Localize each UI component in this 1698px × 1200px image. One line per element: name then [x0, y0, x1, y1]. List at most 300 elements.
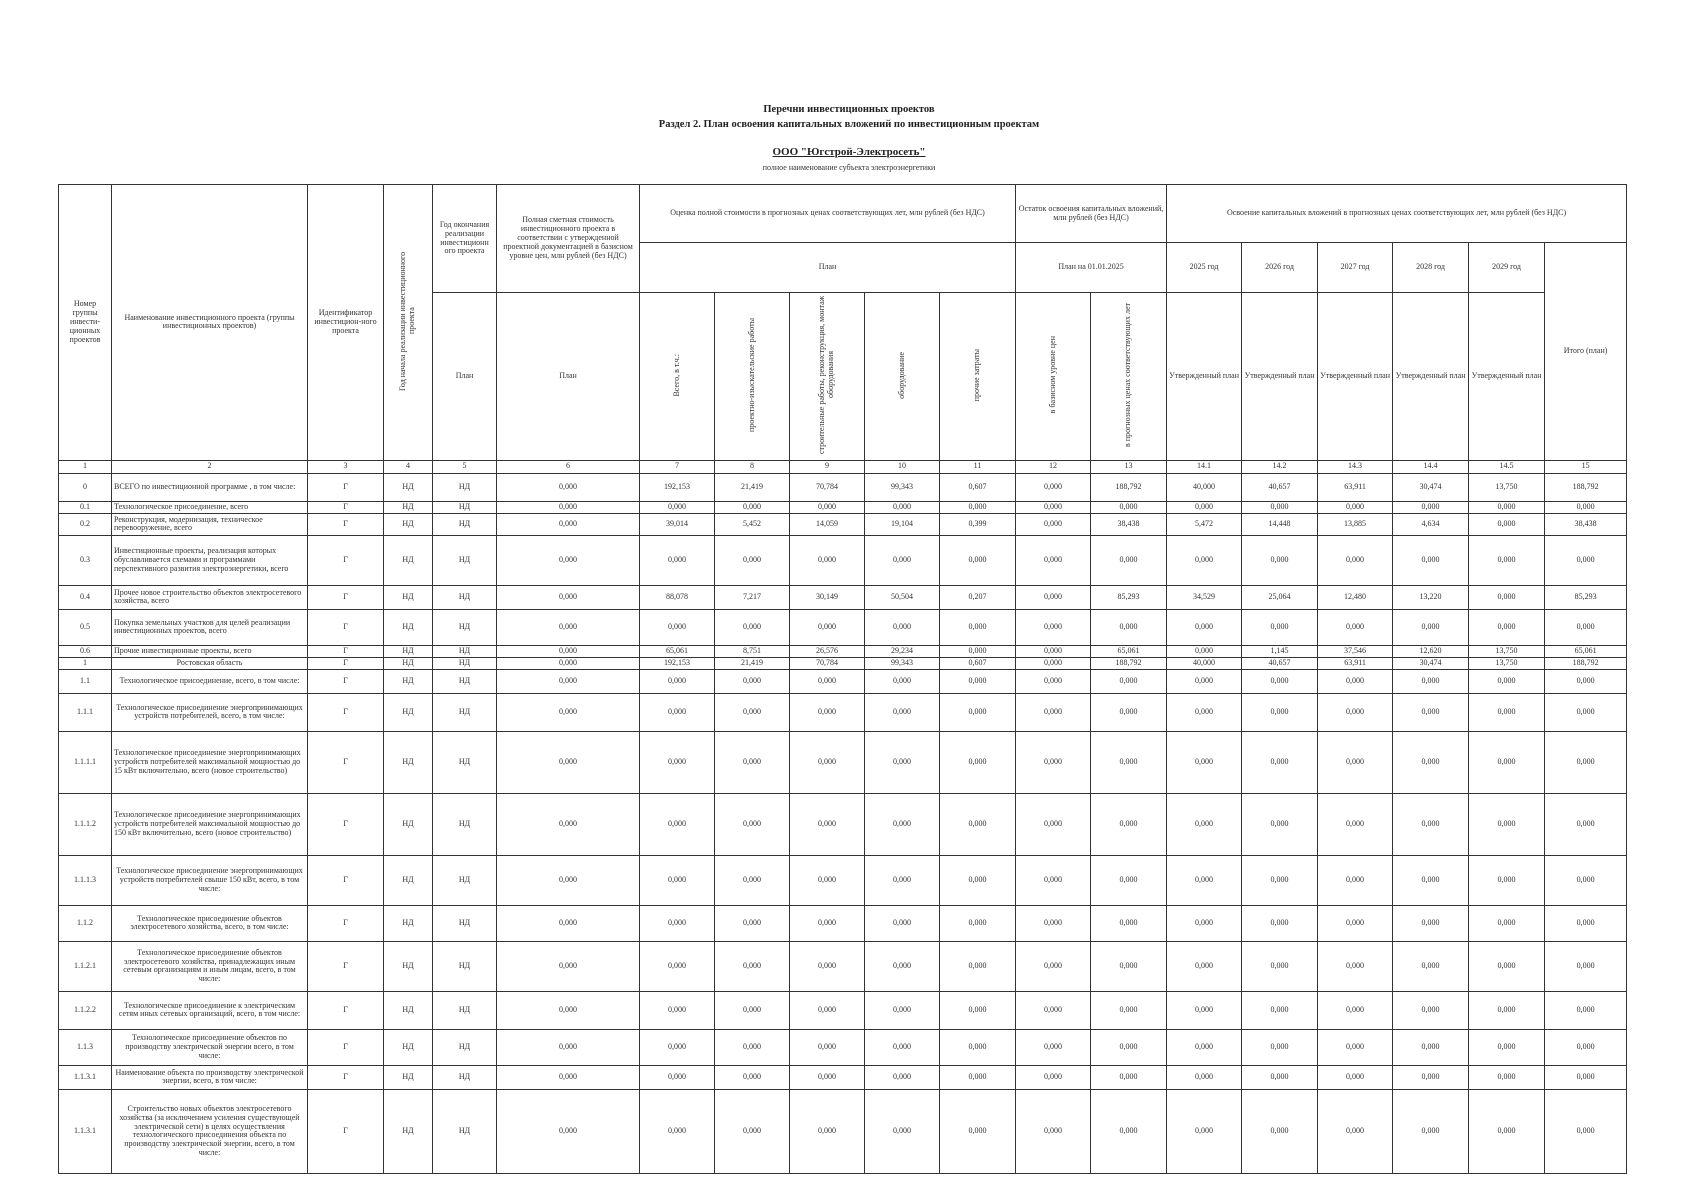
table-cell: 0,000	[940, 1029, 1016, 1065]
table-cell: 0,000	[940, 731, 1016, 793]
row-name: Технологическое присоединение, всего	[112, 501, 308, 513]
row-number: 0.6	[59, 645, 112, 657]
table-cell: 0,000	[1393, 535, 1469, 585]
table-cell: 0,000	[940, 941, 1016, 991]
table-cell: 0,000	[497, 501, 640, 513]
table-cell: 0,000	[1242, 501, 1318, 513]
table-cell: 0,000	[715, 941, 790, 991]
row-name: Технологическое присоединение объектов электросетевого хозяйства, принадлежащих иным сетевым организациям и иным лицам, всего, в том числе:	[112, 941, 308, 991]
table-cell: 0,000	[1091, 535, 1167, 585]
table-cell: 0,000	[1167, 535, 1242, 585]
table-cell: Г	[308, 501, 384, 513]
col-header-development: Освоение капитальных вложений в прогнозных ценах соответствующих лет, млн рублей (без НДС)	[1167, 185, 1627, 243]
table-row	[59, 1089, 1627, 1173]
table-cell: 0,000	[1318, 609, 1393, 645]
table-cell: 0,000	[715, 609, 790, 645]
table-cell: 0,000	[1469, 693, 1545, 731]
table-cell: 0,000	[1469, 535, 1545, 585]
col-header-start-year-text: Год начала реализации инвестиционного проекта	[398, 251, 416, 391]
table-cell: 0,000	[1469, 669, 1545, 693]
column-number: 11	[940, 460, 1016, 473]
table-cell: 0,000	[1016, 645, 1091, 657]
table-cell: 188,792	[1545, 473, 1627, 501]
table-cell: 70,784	[790, 473, 865, 501]
table-cell: 1,145	[1242, 645, 1318, 657]
table-cell: 0,000	[1167, 731, 1242, 793]
table-cell: 0,000	[640, 1089, 715, 1173]
table-row	[59, 1065, 1627, 1089]
sub-base-text: в базисном уровне цен	[1047, 336, 1057, 414]
table-cell: 0,000	[1016, 513, 1091, 535]
table-cell: 0,399	[940, 513, 1016, 535]
table-row	[59, 535, 1627, 585]
table-cell: 0,000	[1016, 731, 1091, 793]
table-cell: 0,000	[640, 693, 715, 731]
row-name: Технологическое присоединение объектов по производству электрической энергии всего, в том числе:	[112, 1029, 308, 1065]
table-cell: 40,657	[1242, 473, 1318, 501]
table-cell: 0,000	[1545, 1089, 1627, 1173]
table-cell: 0,000	[1318, 731, 1393, 793]
table-cell: НД	[384, 535, 433, 585]
table-cell: 14,448	[1242, 513, 1318, 535]
table-cell: 0,000	[1242, 731, 1318, 793]
table-cell: 0,000	[1469, 501, 1545, 513]
col-header-sub-forecast	[1091, 293, 1167, 461]
table-cell: 0,000	[1016, 585, 1091, 609]
table-cell: 29,234	[865, 645, 940, 657]
col-header-approved-2028: Утвержденный план	[1393, 293, 1469, 461]
col-header-num: Номер группы инвести-ционных проектов	[59, 185, 112, 461]
table-cell: 0,000	[497, 1065, 640, 1089]
table-cell: НД	[384, 645, 433, 657]
table-cell: Г	[308, 793, 384, 855]
table-cell: 13,220	[1393, 585, 1469, 609]
row-name: Прочие инвестиционные проекты, всего	[112, 645, 308, 657]
table-cell: 0,000	[940, 1065, 1016, 1089]
table-cell: 0,000	[1016, 1029, 1091, 1065]
column-number: 13	[1091, 460, 1167, 473]
table-cell: 0,000	[497, 585, 640, 609]
table-row	[59, 473, 1627, 501]
table-cell: 0,000	[1091, 793, 1167, 855]
table-cell: 0,000	[640, 1029, 715, 1065]
table-cell: Г	[308, 941, 384, 991]
table-cell: 0,000	[1393, 905, 1469, 941]
table-cell: НД	[384, 501, 433, 513]
table-cell: 0,000	[640, 941, 715, 991]
table-cell: 0,000	[1016, 669, 1091, 693]
table-cell: Г	[308, 535, 384, 585]
row-name: Инвестиционные проекты, реализация которых обуславливается схемами и программами перспективного развития электроэнергетики, всего	[112, 535, 308, 585]
table-cell: 0,000	[865, 1089, 940, 1173]
table-cell: 0,000	[1242, 905, 1318, 941]
table-cell: НД	[384, 473, 433, 501]
column-number: 14.3	[1318, 460, 1393, 473]
table-row	[59, 731, 1627, 793]
table-cell: Г	[308, 473, 384, 501]
table-cell: 21,419	[715, 657, 790, 669]
table-cell: 40,000	[1167, 657, 1242, 669]
table-cell: 0,000	[865, 905, 940, 941]
table-cell: 0,000	[1393, 855, 1469, 905]
column-number: 14.5	[1469, 460, 1545, 473]
table-cell: 19,104	[865, 513, 940, 535]
table-cell: 0,000	[1016, 991, 1091, 1029]
table-cell: 13,750	[1469, 645, 1545, 657]
table-cell: 0,000	[1167, 501, 1242, 513]
row-number: 0.4	[59, 585, 112, 609]
table-cell: 0,000	[790, 793, 865, 855]
table-cell: 0,000	[497, 991, 640, 1029]
table-cell: 0,000	[940, 1089, 1016, 1173]
col-header-plan-date: План на 01.01.2025	[1016, 243, 1167, 293]
table-cell: 30,149	[790, 585, 865, 609]
table-cell: 0,000	[1016, 657, 1091, 669]
table-cell: 0,000	[865, 609, 940, 645]
table-cell: 0,000	[940, 645, 1016, 657]
table-cell: 50,504	[865, 585, 940, 609]
table-cell: НД	[384, 793, 433, 855]
table-cell: НД	[433, 473, 497, 501]
table-cell: 0,000	[715, 731, 790, 793]
table-cell: 0,000	[790, 991, 865, 1029]
col-header-sub-design	[715, 293, 790, 461]
table-cell: НД	[433, 657, 497, 669]
table-cell: Г	[308, 1029, 384, 1065]
table-cell: 0,000	[1167, 693, 1242, 731]
table-cell: 0,000	[790, 941, 865, 991]
table-cell: 0,000	[1242, 609, 1318, 645]
col-header-total: Итого (план)	[1545, 243, 1627, 461]
table-cell: 0,000	[790, 693, 865, 731]
column-number: 5	[433, 460, 497, 473]
row-number: 1.1.1.3	[59, 855, 112, 905]
table-row	[59, 501, 1627, 513]
table-cell: 0,000	[1167, 609, 1242, 645]
table-cell: 0,000	[497, 669, 640, 693]
table-cell: НД	[433, 609, 497, 645]
table-cell: 0,000	[1016, 473, 1091, 501]
table-cell: НД	[384, 905, 433, 941]
table-row	[59, 585, 1627, 609]
table-cell: 0,000	[1545, 535, 1627, 585]
table-cell: НД	[384, 609, 433, 645]
row-name: Технологическое присоединение к электрическим сетям иных сетевых организаций, всего, в том числе:	[112, 991, 308, 1029]
table-cell: 30,474	[1393, 473, 1469, 501]
table-cell: 0,000	[1016, 535, 1091, 585]
table-cell: 0,000	[1091, 669, 1167, 693]
table-cell: НД	[384, 991, 433, 1029]
table-cell: 0,000	[497, 731, 640, 793]
table-cell: 14,059	[790, 513, 865, 535]
column-number: 12	[1016, 460, 1091, 473]
table-cell: 0,000	[1091, 1065, 1167, 1089]
col-header-year-2026: 2026 год	[1242, 243, 1318, 293]
table-cell: 65,061	[1091, 645, 1167, 657]
table-cell: 25,064	[1242, 585, 1318, 609]
table-cell: 0,000	[1242, 693, 1318, 731]
table-cell: 0,000	[1242, 941, 1318, 991]
table-cell: 0,000	[497, 855, 640, 905]
table-cell: 65,061	[640, 645, 715, 657]
table-cell: 12,620	[1393, 645, 1469, 657]
table-cell: НД	[433, 513, 497, 535]
table-cell: 0,000	[1469, 991, 1545, 1029]
row-number: 1.1.1.2	[59, 793, 112, 855]
table-cell: 0,000	[1167, 793, 1242, 855]
table-row	[59, 609, 1627, 645]
table-cell: 5,472	[1167, 513, 1242, 535]
table-cell: 0,000	[1242, 991, 1318, 1029]
col-header-sub-equipment	[865, 293, 940, 461]
table-cell: 0,000	[1016, 501, 1091, 513]
table-cell: 0,000	[1091, 1089, 1167, 1173]
table-cell: 0,000	[790, 1029, 865, 1065]
table-cell: 0,000	[1091, 905, 1167, 941]
table-cell: 0,000	[497, 473, 640, 501]
table-cell: 0,000	[1016, 793, 1091, 855]
row-number: 1.1.3.1	[59, 1089, 112, 1173]
table-cell: НД	[433, 501, 497, 513]
table-cell: 0,000	[1242, 855, 1318, 905]
column-number: 14.4	[1393, 460, 1469, 473]
column-number: 2	[112, 460, 308, 473]
col-header-end-plan: План	[433, 293, 497, 461]
table-cell: 0,000	[940, 693, 1016, 731]
table-cell: 0,000	[497, 657, 640, 669]
table-cell: 0,000	[1091, 855, 1167, 905]
row-name: Покупка земельных участков для целей реализации инвестиционных проектов, всего	[112, 609, 308, 645]
table-cell: 0,000	[1318, 1065, 1393, 1089]
row-number: 1.1.1	[59, 693, 112, 731]
table-cell: НД	[384, 657, 433, 669]
table-cell: 0,000	[1167, 1029, 1242, 1065]
table-cell: 0,000	[1242, 793, 1318, 855]
table-cell: 0,000	[940, 905, 1016, 941]
table-cell: 0,000	[865, 669, 940, 693]
organization-name: ООО "Югстрой-Электросеть"	[772, 146, 926, 158]
column-number: 7	[640, 460, 715, 473]
table-cell: 0,000	[640, 905, 715, 941]
table-cell: 0,000	[940, 793, 1016, 855]
table-cell: 0,000	[1167, 645, 1242, 657]
col-header-full-cost-plan: План	[497, 293, 640, 461]
table-cell: Г	[308, 693, 384, 731]
table-cell: Г	[308, 1089, 384, 1173]
table-cell: 0,000	[1469, 941, 1545, 991]
table-cell: 0,000	[640, 991, 715, 1029]
column-number: 14.1	[1167, 460, 1242, 473]
row-number: 1.1.3	[59, 1029, 112, 1065]
table-cell: 0,000	[940, 609, 1016, 645]
col-header-year-2025: 2025 год	[1167, 243, 1242, 293]
table-cell: 38,438	[1091, 513, 1167, 535]
table-cell: 7,217	[715, 585, 790, 609]
table-cell: 0,000	[640, 855, 715, 905]
table-cell: 0,000	[1469, 905, 1545, 941]
table-cell: НД	[384, 731, 433, 793]
column-number: 15	[1545, 460, 1627, 473]
table-cell: НД	[384, 1089, 433, 1173]
table-cell: 0,000	[1318, 793, 1393, 855]
table-cell: 0,000	[1167, 855, 1242, 905]
column-number: 14.2	[1242, 460, 1318, 473]
col-header-sub-construction	[790, 293, 865, 461]
table-cell: 63,911	[1318, 657, 1393, 669]
table-cell: 70,784	[790, 657, 865, 669]
col-header-start-year	[384, 185, 433, 461]
table-cell: 0,000	[640, 731, 715, 793]
table-cell: 0,000	[1469, 513, 1545, 535]
table-row	[59, 991, 1627, 1029]
col-header-name: Наименование инвестиционного проекта (группы инвестиционных проектов)	[112, 185, 308, 461]
table-cell: 0,000	[1242, 669, 1318, 693]
table-cell: 40,657	[1242, 657, 1318, 669]
table-cell: Г	[308, 991, 384, 1029]
row-name: Реконструкция, модернизация, техническое перевооружение, всего	[112, 513, 308, 535]
row-number: 1.1	[59, 669, 112, 693]
table-cell: 0,000	[1393, 1065, 1469, 1089]
table-cell: 0,000	[865, 1029, 940, 1065]
table-cell: 99,343	[865, 473, 940, 501]
table-cell: 0,000	[1545, 669, 1627, 693]
table-cell: 0,000	[497, 941, 640, 991]
column-number: 8	[715, 460, 790, 473]
table-cell: 0,000	[865, 501, 940, 513]
table-cell: 0,000	[1318, 991, 1393, 1029]
table-cell: 88,078	[640, 585, 715, 609]
row-number: 1	[59, 657, 112, 669]
table-cell: 0,000	[1318, 669, 1393, 693]
table-cell: Г	[308, 855, 384, 905]
table-cell: 0,000	[1545, 855, 1627, 905]
column-number: 1	[59, 460, 112, 473]
table-cell: 0,000	[1469, 731, 1545, 793]
row-name: Ростовская область	[112, 657, 308, 669]
sub-total-text: Всего, в т.ч.:	[671, 353, 681, 397]
table-cell: НД	[384, 585, 433, 609]
row-number: 1.1.2.2	[59, 991, 112, 1029]
table-cell: 5,452	[715, 513, 790, 535]
table-cell: 0,000	[1545, 793, 1627, 855]
table-cell: 0,000	[1016, 941, 1091, 991]
table-cell: 0,000	[715, 693, 790, 731]
row-number: 1.1.3.1	[59, 1065, 112, 1089]
table-cell: 0,000	[1318, 1029, 1393, 1065]
table-cell: 0,000	[1469, 1065, 1545, 1089]
table-cell: 65,061	[1545, 645, 1627, 657]
row-name: Технологическое присоединение энергопринимающих устройств потребителей свыше 150 кВт, всего, в том числе:	[112, 855, 308, 905]
col-header-sub-other	[940, 293, 1016, 461]
table-cell: Г	[308, 731, 384, 793]
table-cell: 0,607	[940, 657, 1016, 669]
table-cell: НД	[384, 855, 433, 905]
table-row	[59, 513, 1627, 535]
table-cell: 0,000	[865, 855, 940, 905]
table-cell: 192,153	[640, 657, 715, 669]
table-row	[59, 1029, 1627, 1065]
table-cell: 0,000	[1545, 1065, 1627, 1089]
table-cell: 34,529	[1167, 585, 1242, 609]
col-header-approved-2025: Утвержденный план	[1167, 293, 1242, 461]
table-cell: 85,293	[1091, 585, 1167, 609]
col-header-year-2027: 2027 год	[1318, 243, 1393, 293]
table-cell: 0,000	[1016, 609, 1091, 645]
table-row	[59, 793, 1627, 855]
sub-forecast-text: в прогнозных ценах соответствующих лет	[1123, 303, 1133, 447]
table-cell: 0,000	[1016, 1089, 1091, 1173]
table-cell: 0,000	[1393, 941, 1469, 991]
table-cell: 13,750	[1469, 657, 1545, 669]
table-cell: 0,000	[1469, 1089, 1545, 1173]
table-cell: НД	[433, 1065, 497, 1089]
table-cell: 0,000	[1469, 609, 1545, 645]
table-row	[59, 669, 1627, 693]
row-number: 1.1.1.1	[59, 731, 112, 793]
table-cell: 0,000	[1016, 855, 1091, 905]
row-name: ВСЕГО по инвестиционной программе , в том числе:	[112, 473, 308, 501]
table-cell: 12,480	[1318, 585, 1393, 609]
column-number: 4	[384, 460, 433, 473]
table-row	[59, 855, 1627, 905]
table-cell: 0,000	[1393, 991, 1469, 1029]
table-cell: 0,000	[497, 1089, 640, 1173]
table-cell: 0,000	[1545, 991, 1627, 1029]
column-number: 10	[865, 460, 940, 473]
table-cell: 30,474	[1393, 657, 1469, 669]
table-cell: 188,792	[1545, 657, 1627, 669]
table-cell: 0,000	[497, 609, 640, 645]
table-cell: Г	[308, 585, 384, 609]
table-cell: 0,000	[1167, 1065, 1242, 1089]
table-cell: 0,000	[1545, 905, 1627, 941]
table-cell: 0,000	[1393, 669, 1469, 693]
table-cell: Г	[308, 905, 384, 941]
table-cell: Г	[308, 609, 384, 645]
table-cell: 38,438	[1545, 513, 1627, 535]
column-number: 9	[790, 460, 865, 473]
table-cell: 0,000	[1545, 609, 1627, 645]
row-name: Технологическое присоединение объектов электросетевого хозяйства, всего, в том числе:	[112, 905, 308, 941]
table-cell: 0,000	[1318, 693, 1393, 731]
table-cell: 0,000	[497, 645, 640, 657]
table-cell: 0,000	[940, 501, 1016, 513]
column-number-row	[59, 460, 1627, 473]
table-cell: 0,000	[865, 535, 940, 585]
table-cell: 0,000	[640, 793, 715, 855]
row-number: 1.1.2	[59, 905, 112, 941]
table-cell: 0,000	[497, 905, 640, 941]
row-name: Технологическое присоединение энергопринимающих устройств потребителей, всего, в том числе:	[112, 693, 308, 731]
table-cell: 0,000	[1318, 855, 1393, 905]
table-cell: 0,000	[497, 535, 640, 585]
col-header-approved-2029: Утвержденный план	[1469, 293, 1545, 461]
table-cell: НД	[384, 1065, 433, 1089]
table-cell: 0,000	[1545, 731, 1627, 793]
table-body	[59, 473, 1627, 1173]
table-cell: 0,000	[1091, 991, 1167, 1029]
table-cell: 0,000	[1016, 693, 1091, 731]
table-row	[59, 941, 1627, 991]
table-cell: 0,000	[1091, 609, 1167, 645]
table-cell: 0,000	[1318, 1089, 1393, 1173]
table-cell: 39,014	[640, 513, 715, 535]
table-cell: 0,000	[1393, 693, 1469, 731]
table-cell: 0,000	[640, 1065, 715, 1089]
table-cell: 0,000	[790, 855, 865, 905]
table-cell: 8,751	[715, 645, 790, 657]
table-cell: 0,000	[715, 793, 790, 855]
